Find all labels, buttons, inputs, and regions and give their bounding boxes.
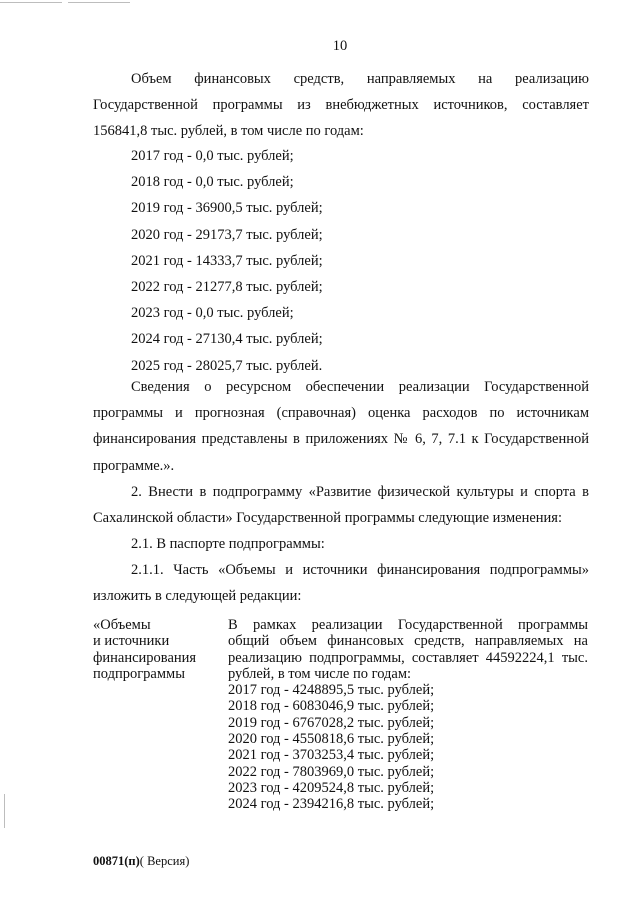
item-2-paragraph [93, 479, 589, 531]
paragraph-line: Сахалинской области» Государственной программы следующие изменения: [93, 510, 562, 527]
table-value-line: 2024 год - 2394216,8 тыс. рублей; [228, 796, 435, 813]
document-footer [93, 853, 189, 869]
intro-paragraph [93, 66, 589, 145]
page-number: 10 [332, 38, 348, 54]
list-item: 2022 год - 21277,8 тыс. рублей; [131, 278, 323, 295]
item-2-1-1-paragraph [93, 557, 589, 609]
paragraph-line: 2. Внести в подпрограмму «Развитие физической культуры и спорта в [131, 484, 589, 500]
table-label-line: финансирования [93, 649, 197, 666]
paragraph-line: 2.1. В паспорте подпрограммы: [131, 536, 325, 552]
table-value-line: реализацию подпрограммы, составляет 44592224,1 тыс. [228, 649, 588, 666]
list-item: 2019 год - 36900,5 тыс. рублей; [131, 200, 323, 217]
paragraph-line: финансирования представлены в приложениях № 6, 7, 7.1 к Государственной [93, 431, 589, 448]
resources-paragraph [93, 374, 589, 479]
document-version: ( Версия) [139, 854, 190, 868]
table-value-line: 2018 год - 6083046,9 тыс. рублей; [228, 698, 435, 715]
paragraph-line: 2.1.1. Часть «Объемы и источники финансирования подпрограммы» [131, 562, 589, 578]
list-item: 2023 год - 0,0 тыс. рублей; [131, 305, 294, 322]
list-item: 2017 год - 0,0 тыс. рублей; [131, 148, 294, 164]
table-value-line: 2019 год - 6767028,2 тыс. рублей; [228, 714, 435, 731]
table-value-line: 2023 год - 4209524,8 тыс. рублей; [228, 779, 435, 796]
paragraph-line: Государственной программы из внебюджетных источников, составляет [93, 97, 589, 114]
list-item: 2024 год - 27130,4 тыс. рублей; [131, 331, 323, 348]
table-value-line: 2017 год - 4248895,5 тыс. рублей; [228, 682, 435, 699]
year-funding-list [131, 143, 323, 379]
list-item: 2025 год - 28025,7 тыс. рублей. [131, 357, 323, 374]
list-item: 2018 год - 0,0 тыс. рублей; [131, 174, 294, 191]
table-label-cell [93, 617, 219, 682]
paragraph-line: программы и прогнозная (справочная) оценка расходов по источникам [93, 405, 589, 422]
paragraph-line: Сведения о ресурсном обеспечении реализации Государственной [131, 379, 589, 395]
list-item: 2021 год - 14333,7 тыс. рублей; [131, 252, 323, 269]
table-value-line: рублей, в том числе по годам: [228, 665, 412, 682]
table-value-line: 2020 год - 4550818,6 тыс. рублей; [228, 731, 435, 748]
table-value-cell [228, 617, 588, 813]
list-item: 2020 год - 29173,7 тыс. рублей; [131, 226, 323, 243]
item-2-1-paragraph [93, 531, 589, 557]
table-value-line: 2021 год - 3703253,4 тыс. рублей; [228, 747, 435, 764]
scan-artifact-line [68, 2, 130, 3]
table-label-line: и источники [93, 633, 170, 650]
scan-artifact-line [0, 2, 62, 3]
table-label-line: «Объемы [93, 617, 151, 633]
table-value-line: В рамках реализации Государственной программы [228, 617, 588, 633]
scan-artifact-line [4, 794, 5, 828]
paragraph-line: 156841,8 тыс. рублей, в том числе по годам: [93, 123, 364, 140]
paragraph-line: изложить в следующей редакции: [93, 588, 302, 605]
table-value-line: общий объем финансовых средств, направляемых на [228, 633, 588, 650]
paragraph-line: программе.». [93, 457, 175, 474]
table-value-line: 2022 год - 7803969,0 тыс. рублей; [228, 763, 435, 780]
table-label-line: подпрограммы [93, 665, 185, 682]
document-code: 00871(п) [93, 854, 140, 868]
paragraph-line: Объем финансовых средств, направляемых на реализацию [131, 71, 589, 87]
